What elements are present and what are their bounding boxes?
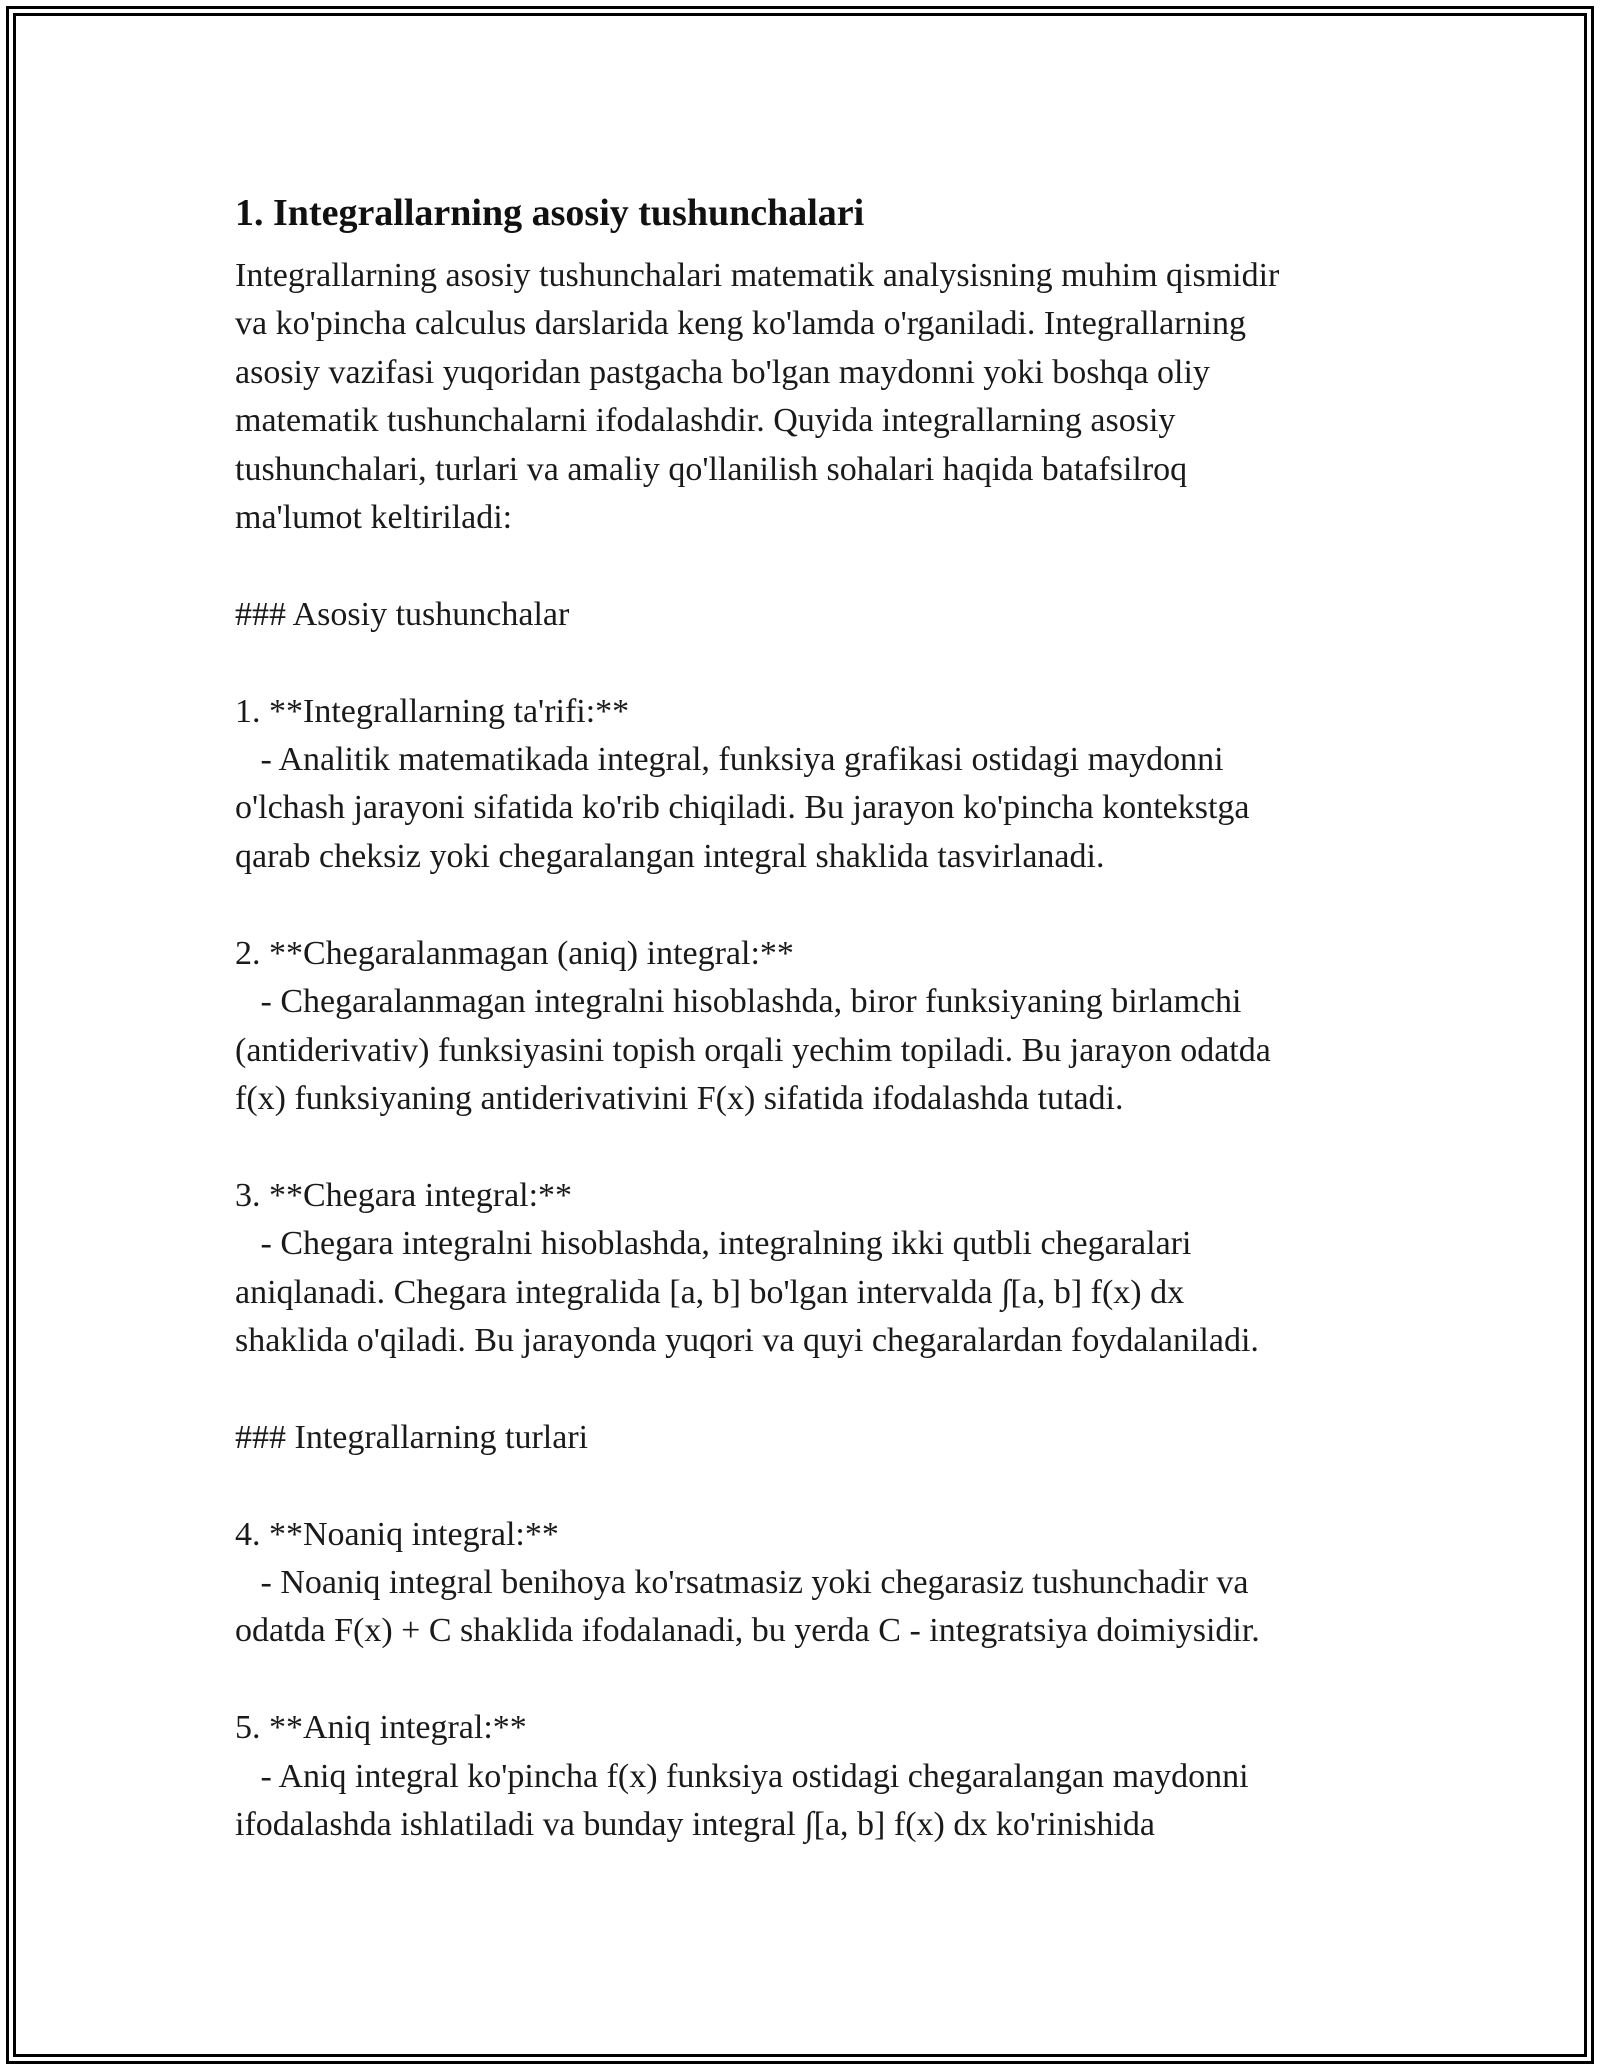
text-line: matematik tushunchalarni ifodalashdir. Quyida integrallarning asosiy [235, 402, 1176, 440]
text-line: ### Asosiy tushunchalar [235, 595, 570, 633]
blank-line [235, 1656, 1415, 1704]
text-line: ma'lumot keltiriladi: [235, 499, 513, 537]
text-line: shaklida o'qiladi. Bu jarayonda yuqori va quyi chegaralardan foydalaniladi. [235, 1321, 1259, 1359]
blank-line [235, 639, 1415, 687]
document-title: 1. Integrallarning asosiy tushunchalari [235, 192, 865, 234]
text-line: tushunchalari, turlari va amaliy qo'llanilish sohalari haqida batafsilroq [235, 450, 1188, 488]
text-line: o'lchash jarayoni sifatida ko'rib chiqiladi. Bu jarayon ko'pincha kontekstga [235, 789, 1250, 827]
text-line: 4. **Noaniq integral:** [235, 1515, 559, 1553]
text-line: 1. **Integrallarning ta'rifi:** [235, 692, 630, 730]
text-line: - Noaniq integral benihoya ko'rsatmasiz yoki chegarasiz tushunchadir va [235, 1563, 1249, 1601]
text-line: va ko'pincha calculus darslarida keng ko'lamda o'rganiladi. Integrallarning [235, 305, 1246, 343]
text-line: asosiy vazifasi yuqoridan pastgacha bo'lgan maydonni yoki boshqa oliy [235, 353, 1210, 391]
text-line: 5. **Aniq integral:** [235, 1709, 527, 1747]
text-line: 2. **Chegaralanmagan (aniq) integral:** [235, 934, 794, 972]
blank-line [235, 542, 1415, 590]
blank-line [235, 1462, 1415, 1510]
document-body [235, 252, 1415, 1849]
text-line: f(x) funksiyaning antiderivativini F(x) sifatida ifodalashda tutadi. [235, 1079, 1124, 1117]
text-line: ### Integrallarning turlari [235, 1418, 589, 1456]
text-line: qarab cheksiz yoki chegaralangan integral shaklida tasvirlanadi. [235, 837, 1105, 875]
text-line: ifodalashda ishlatiladi va bunday integral ∫[a, b] f(x) dx ko'rinishida [235, 1806, 1155, 1843]
text-line: odatda F(x) + C shaklida ifodalanadi, bu yerda C - integratsiya doimiysidir. [235, 1612, 1260, 1650]
text-line: - Chegaralanmagan integralni hisoblashda, biror funksiyaning birlamchi [235, 983, 1242, 1021]
text-line: 3. **Chegara integral:** [235, 1176, 573, 1214]
text-line: Integrallarning asosiy tushunchalari matematik analysisning muhim qismidir [235, 257, 1280, 294]
text-line: (antiderivativ) funksiyasini topish orqali yechim topiladi. Bu jarayon odatda [235, 1031, 1271, 1069]
document-content [235, 186, 1415, 1849]
text-line: - Chegara integralni hisoblashda, integralning ikki qutbli chegaralari [235, 1225, 1192, 1263]
text-line: - Analitik matematikada integral, funksiya grafikasi ostidagi maydonni [235, 741, 1224, 779]
blank-line [235, 1123, 1415, 1171]
blank-line [235, 881, 1415, 929]
text-line: - Aniq integral ko'pincha f(x) funksiya ostidagi chegaralangan maydonni [235, 1757, 1249, 1795]
blank-line [235, 1365, 1415, 1413]
text-line: aniqlanadi. Chegara integralida [a, b] bo'lgan intervalda ∫[a, b] f(x) dx [235, 1273, 1185, 1311]
